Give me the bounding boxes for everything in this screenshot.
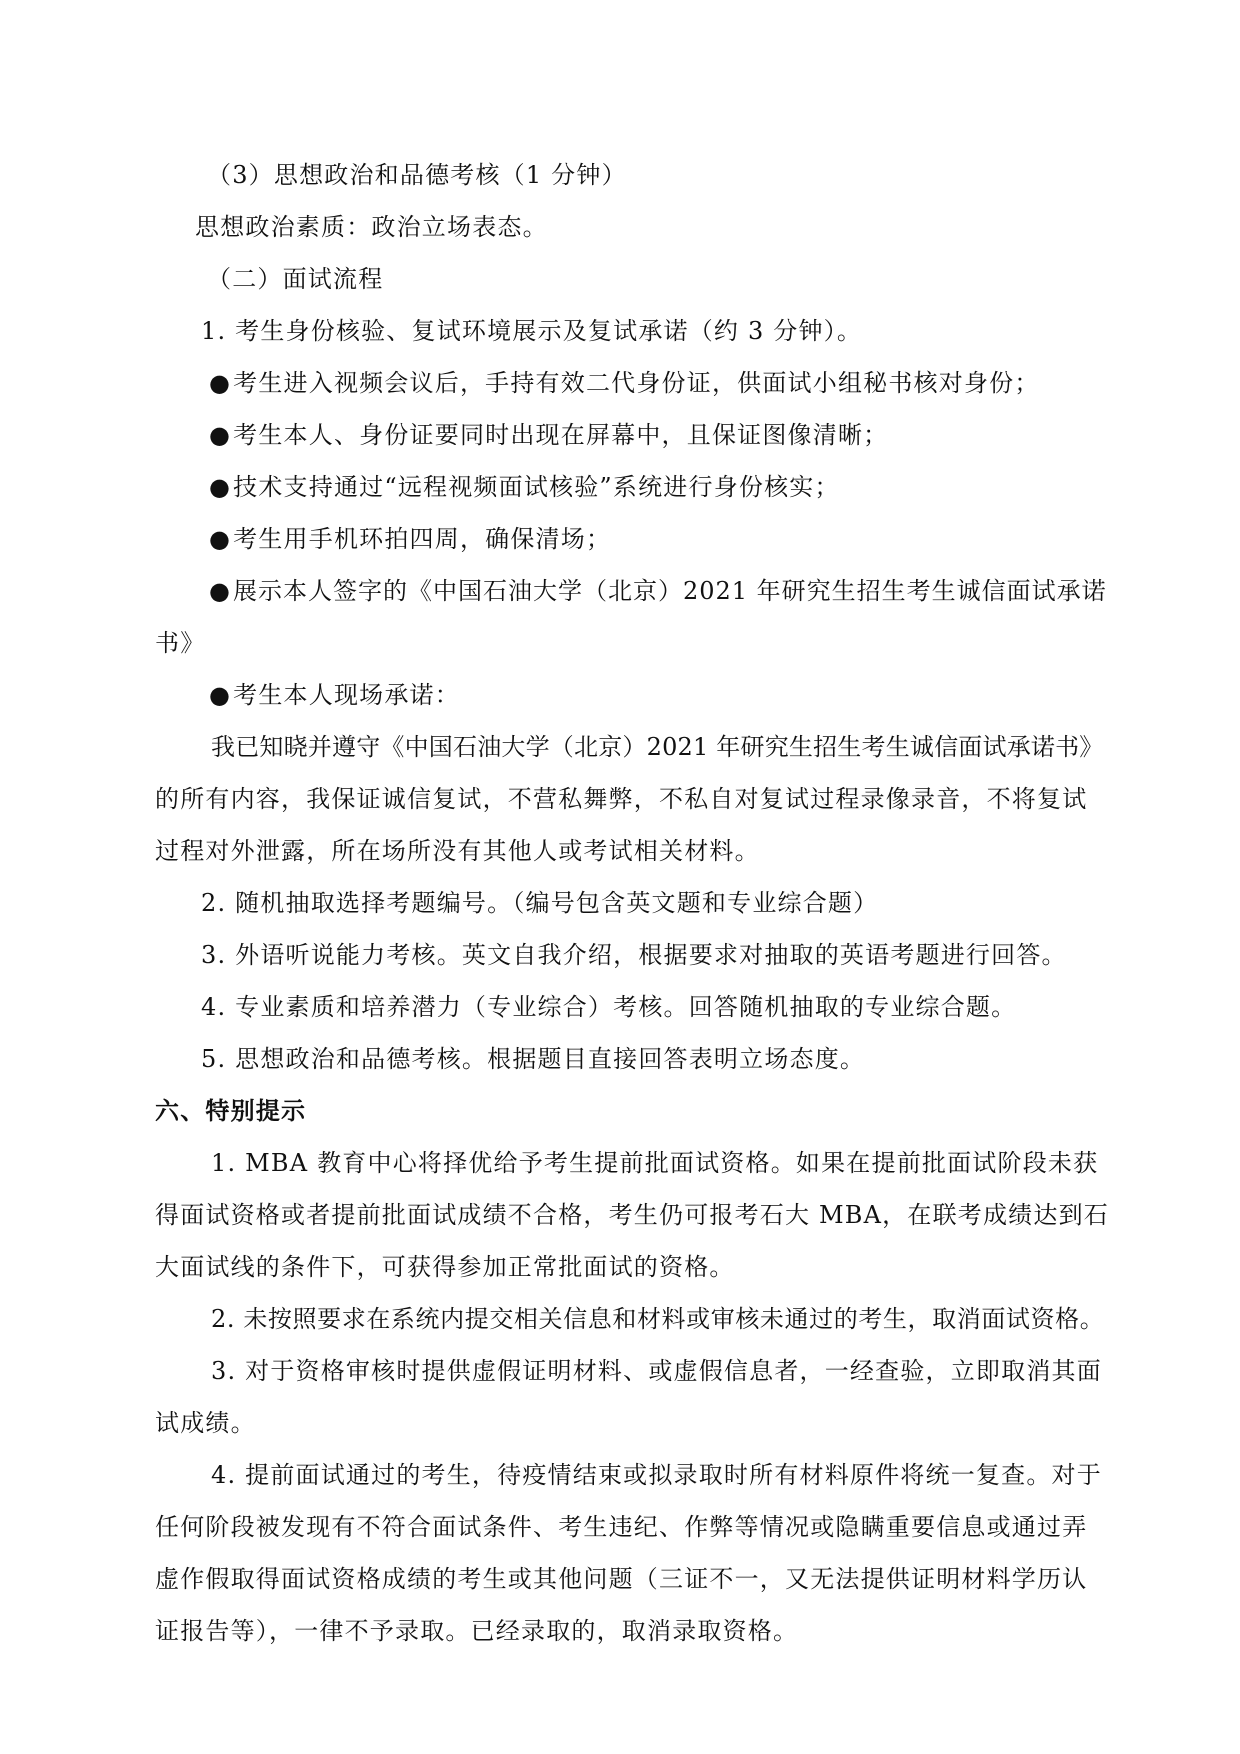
- note-4: 4. 提前面试通过的考生，待疫情结束或拟录取时所有材料原件将统一复查。对于: [211, 1461, 1102, 1489]
- note-1: 得面试资格或者提前批面试成绩不合格，考生仍可报考石大 MBA，在联考成绩达到石: [155, 1201, 1109, 1229]
- note-3: 3. 对于资格审核时提供虚假证明材料、或虚假信息者，一经查验，立即取消其面: [211, 1357, 1102, 1385]
- step-1-identity-check: 1. 考生身份核验、复试环境展示及复试承诺（约 3 分钟）。: [201, 317, 863, 345]
- note-2: 2. 未按照要求在系统内提交相关信息和材料或审核未通过的考生，取消面试资格。: [211, 1305, 1105, 1333]
- step-5: 5. 思想政治和品德考核。根据题目直接回答表明立场态度。: [201, 1045, 866, 1073]
- bullet-icon: ●: [209, 577, 231, 605]
- bullet-item: ●展示本人签字的《中国石油大学（北京）2021 年研究生招生考生诚信面试承诺: [209, 577, 1107, 605]
- step-4: 4. 专业素质和培养潜力（专业综合）考核。回答随机抽取的专业综合题。: [201, 993, 1017, 1021]
- note-3: 试成绩。: [155, 1409, 256, 1437]
- note-1: 大面试线的条件下，可获得参加正常批面试的资格。: [155, 1253, 735, 1281]
- pledge-paragraph: 过程对外泄露，所在场所没有其他人或考试相关材料。: [155, 837, 760, 865]
- section-special-notes-heading: 六、特别提示: [155, 1097, 307, 1125]
- step-3: 3. 外语听说能力考核。英文自我介绍，根据要求对抽取的英语考题进行回答。: [201, 941, 1067, 969]
- note-4: 虚作假取得面试资格成绩的考生或其他问题（三证不一，又无法提供证明材料学历认: [155, 1565, 1088, 1593]
- note-4: 证报告等），一律不予录取。已经录取的，取消录取资格。: [155, 1617, 799, 1645]
- bullet-item: ●考生用手机环拍四周，确保清场；: [209, 525, 612, 553]
- bullet-icon: ●: [209, 473, 232, 501]
- pledge-paragraph: 的所有内容，我保证诚信复试，不营私舞弊，不私自对复试过程录像录音，不将复试: [155, 785, 1088, 813]
- bullet-icon: ●: [209, 421, 232, 449]
- bullet-item: ●技术支持通过“远程视频面试核验”系统进行身份核实；: [209, 473, 840, 501]
- bullet-item: ●考生本人、身份证要同时出现在屏幕中，且保证图像清晰；: [209, 421, 889, 449]
- paragraph-political-quality: 思想政治素质：政治立场表态。: [195, 213, 548, 241]
- note-1: 1. MBA 教育中心将择优给予考生提前批面试资格。如果在提前批面试阶段未获: [211, 1149, 1099, 1177]
- bullet-icon: ●: [209, 369, 232, 397]
- bullet-item: ●考生进入视频会议后，手持有效二代身份证，供面试小组秘书核对身份；: [209, 369, 1040, 397]
- bullet-item: ●考生本人现场承诺：: [209, 681, 460, 709]
- bullet-item-continuation: 书》: [155, 629, 206, 657]
- bullet-icon: ●: [209, 681, 232, 709]
- subsection-3-heading: （3）思想政治和品德考核（1 分钟）: [207, 161, 627, 189]
- note-4: 任何阶段被发现有不符合面试条件、考生违纪、作弊等情况或隐瞒重要信息或通过弄: [155, 1513, 1088, 1541]
- section-interview-process-heading: （二）面试流程: [207, 265, 384, 293]
- step-2: 2. 随机抽取选择考题编号。（编号包含英文题和专业综合题）: [201, 889, 879, 917]
- bullet-icon: ●: [209, 525, 232, 553]
- pledge-paragraph: 我已知晓并遵守《中国石油大学（北京）2021 年研究生招生考生诚信面试承诺书》: [211, 733, 1104, 761]
